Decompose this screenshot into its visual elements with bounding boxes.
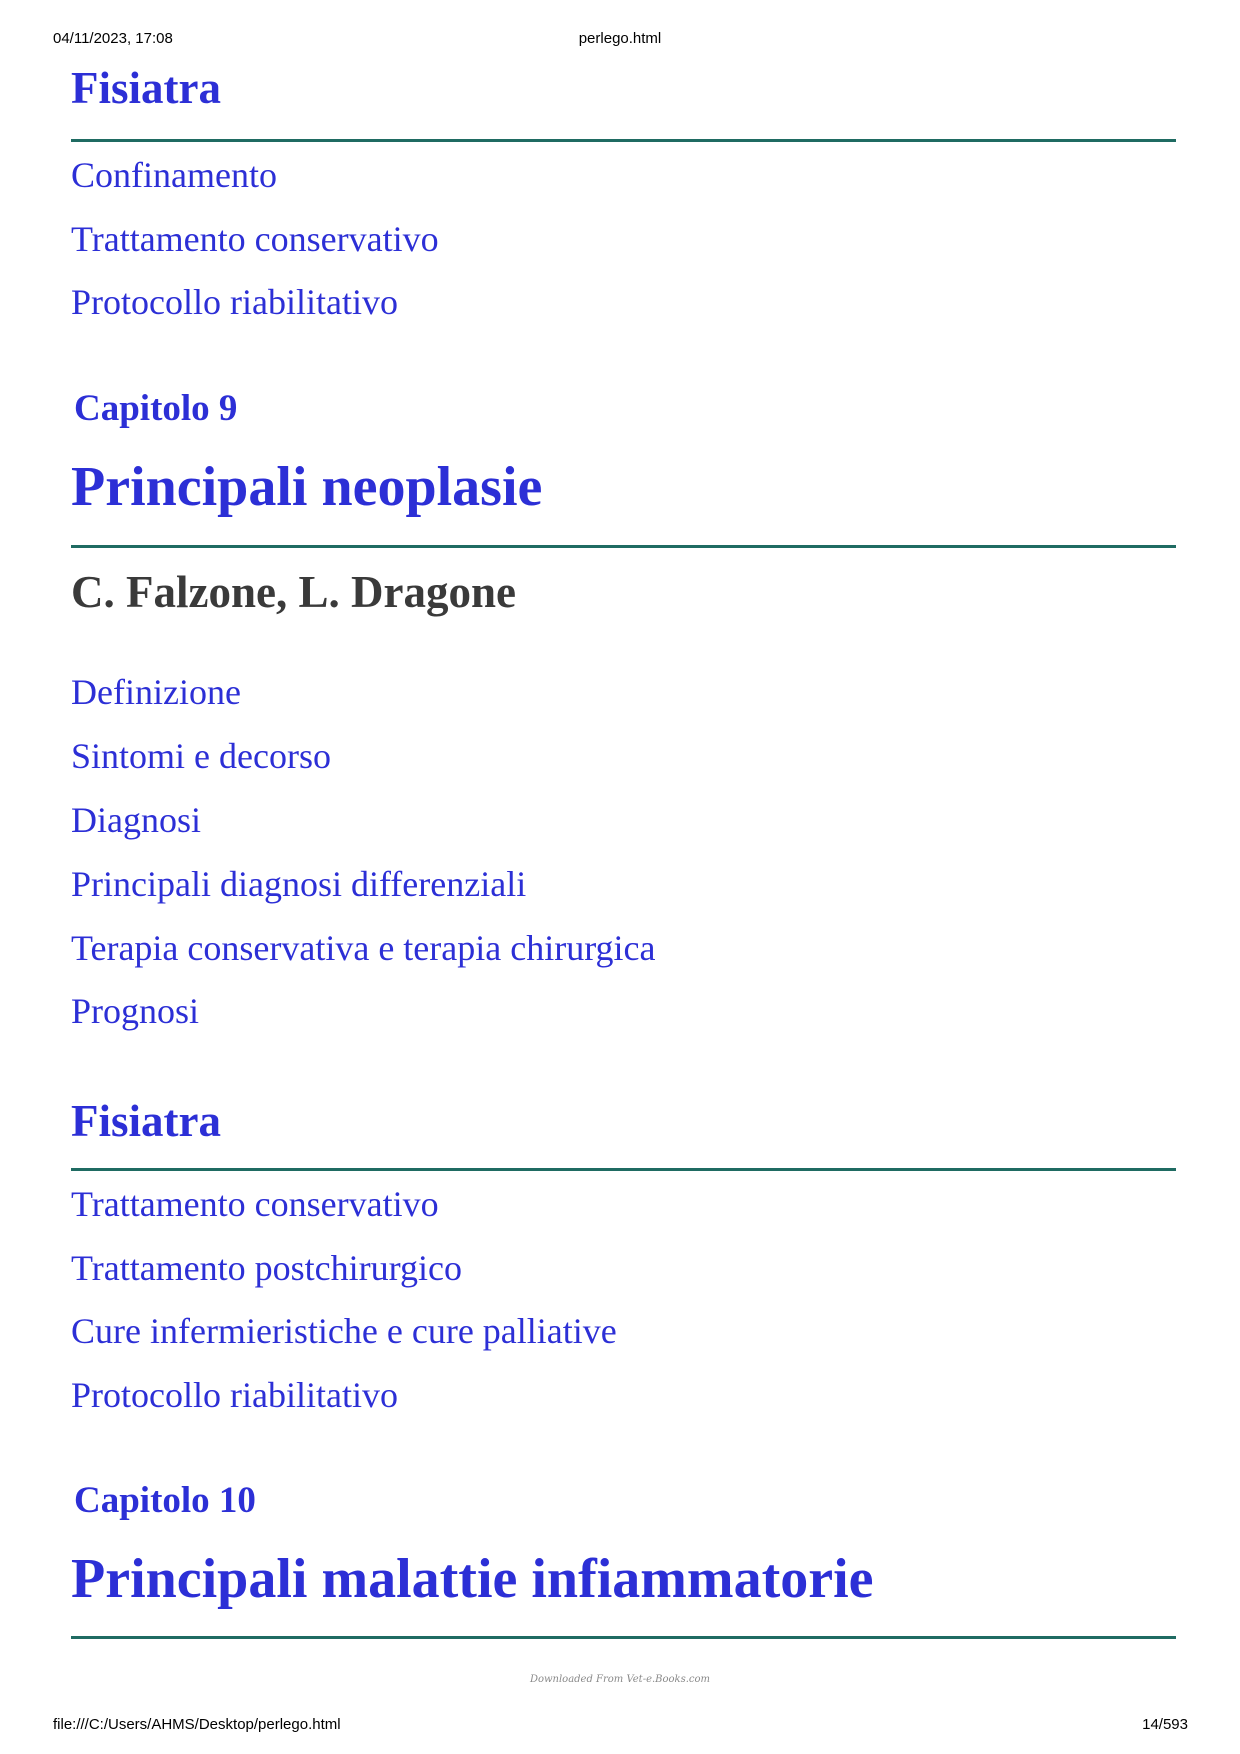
toc-link-trattamento-conservativo[interactable]: Trattamento conservativo: [71, 219, 439, 259]
chapter-authors: C. Falzone, L. Dragone: [71, 567, 516, 617]
print-datetime: 04/11/2023, 17:08: [53, 30, 173, 47]
print-filename: perlego.html: [578, 30, 662, 47]
toc-link-cure-infermieristiche-e-palliative[interactable]: Cure infermieristiche e cure palliative: [71, 1311, 617, 1351]
toc-link-diagnosi[interactable]: Diagnosi: [71, 800, 201, 840]
toc-link-prognosi[interactable]: Prognosi: [71, 991, 200, 1031]
chapter-title-9: Principali neoplasie: [71, 456, 543, 518]
toc-link-trattamento-postchirurgico[interactable]: Trattamento postchirurgico: [71, 1248, 462, 1288]
section-title-fisiatra: Fisiatra: [71, 1096, 221, 1146]
chapter-divider: [71, 1636, 1176, 1639]
chapter-title-10: Principali malattie infiammatorie: [71, 1548, 874, 1610]
section-divider: [71, 139, 1176, 142]
toc-link-confinamento[interactable]: Confinamento: [71, 155, 277, 195]
toc-link-protocollo-riabilitativo[interactable]: Protocollo riabilitativo: [71, 282, 398, 322]
print-footer: [0, 1716, 1240, 1736]
toc-link-sintomi-e-decorso[interactable]: Sintomi e decorso: [71, 736, 331, 776]
print-header: [0, 30, 1240, 50]
toc-link-principali-diagnosi-differenziali[interactable]: Principali diagnosi differenziali: [71, 864, 527, 904]
section-divider: [71, 1168, 1176, 1171]
print-file-path: file:///C:/Users/AHMS/Desktop/perlego.html: [53, 1716, 341, 1733]
toc-link-protocollo-riabilitativo[interactable]: Protocollo riabilitativo: [71, 1375, 398, 1415]
chapter-label-10: Capitolo 10: [74, 1480, 256, 1521]
chapter-divider: [71, 545, 1176, 548]
print-page-number: 14/593: [1142, 1716, 1188, 1733]
toc-link-definizione[interactable]: Definizione: [71, 672, 241, 712]
download-watermark: Downloaded From Vet-e.Books.com: [529, 1674, 711, 1685]
toc-link-trattamento-conservativo[interactable]: Trattamento conservativo: [71, 1184, 439, 1224]
toc-link-terapia-conservativa-e-chirurgica[interactable]: Terapia conservativa e terapia chirurgica: [71, 928, 656, 968]
chapter-label-9: Capitolo 9: [74, 388, 238, 429]
section-title-fisiatra: Fisiatra: [71, 63, 221, 113]
